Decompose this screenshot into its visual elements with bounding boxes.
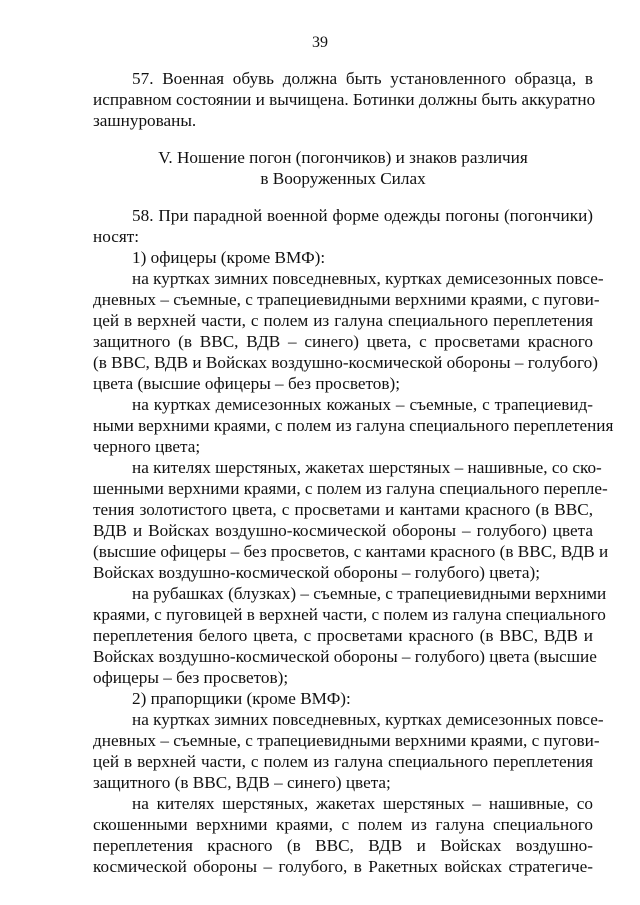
text-line: дневных – съемные, с трапециевидными верхними краями, с пугови- bbox=[93, 731, 600, 750]
text-line: на кителях шерстяных, жакетах шерстяных – нашивные, со ско- bbox=[132, 458, 602, 477]
text-line: ными верхними краями, с полем из галуна специального переплетения bbox=[93, 416, 614, 435]
text-line: 57. Военная обувь должна быть установленного образца, в bbox=[132, 69, 593, 88]
text-line: переплетения красного (в ВВС, ВДВ и Войсках воздушно- bbox=[93, 836, 593, 855]
text-line: скошенными верхними краями, с полем из галуна специального bbox=[93, 815, 593, 834]
page-number: 39 bbox=[312, 34, 328, 51]
text-line: на куртках демисезонных кожаных – съемные, с трапециевид- bbox=[132, 395, 593, 414]
text-line: на кителях шерстяных, жакетах шерстяных – нашивные, со bbox=[132, 794, 593, 813]
heading-line: V. Ношение погон (погончиков) и знаков различия bbox=[158, 148, 528, 167]
text-line: Войсках воздушно-космической обороны – голубого) цвета (высшие bbox=[93, 647, 597, 666]
text-line: на куртках зимних повседневных, куртках демисезонных повсе- bbox=[132, 710, 604, 729]
text-line: 2) прапорщики (кроме ВМФ): bbox=[132, 689, 351, 708]
text-line: на куртках зимних повседневных, куртках демисезонных повсе- bbox=[132, 269, 604, 288]
text-line: космической обороны – голубого, в Ракетных войсках стратегиче- bbox=[93, 857, 593, 876]
paragraph-58 bbox=[93, 205, 614, 877]
text-line: на рубашках (блузках) – съемные, с трапециевидными верхними bbox=[132, 584, 607, 603]
text-line: дневных – съемные, с трапециевидными верхними краями, с пугови- bbox=[93, 290, 600, 309]
text-line: исправном состоянии и вычищена. Ботинки должны быть аккуратно bbox=[93, 90, 596, 109]
text-line: офицеры – без просветов); bbox=[93, 668, 289, 687]
text-line: защитного (в ВВС, ВДВ – синего) цвета; bbox=[93, 773, 391, 792]
paragraph-57 bbox=[93, 68, 596, 131]
section-heading bbox=[93, 147, 593, 189]
text-line: краями, с пуговицей в верхней части, с полем из галуна специального bbox=[93, 605, 606, 624]
text-line: 1) офицеры (кроме ВМФ): bbox=[132, 248, 326, 267]
text-line: черного цвета; bbox=[93, 437, 201, 456]
text-line: тения золотистого цвета, с просветами и кантами красного (в ВВС, bbox=[93, 500, 593, 519]
text-line: цвета (высшие офицеры – без просветов); bbox=[93, 374, 400, 393]
heading-line: в Вооруженных Силах bbox=[260, 169, 426, 188]
text-line: 58. При парадной военной форме одежды погоны (погончики) bbox=[132, 206, 593, 225]
text-line: Войсках воздушно-космической обороны – голубого) цвета); bbox=[93, 563, 540, 582]
text-line: цей в верхней части, с полем из галуна специального переплетения bbox=[93, 311, 593, 330]
text-line: ВДВ и Войсках воздушно-космической обороны – голубого) цвета bbox=[93, 521, 593, 540]
text-line: (высшие офицеры – без просветов, с кантами красного (в ВВС, ВДВ и bbox=[93, 542, 609, 561]
text-line: зашнурованы. bbox=[93, 111, 197, 130]
text-line: цей в верхней части, с полем из галуна специального переплетения bbox=[93, 752, 593, 771]
text-line: (в ВВС, ВДВ и Войсках воздушно-космической обороны – голубого) bbox=[93, 353, 598, 372]
text-line: шенными верхними краями, с полем из галуна специального перепле- bbox=[93, 479, 608, 498]
text-line: защитного (в ВВС, ВДВ – синего) цвета, с просветами красного bbox=[93, 332, 593, 351]
text-line: носят: bbox=[93, 227, 140, 246]
text-line: переплетения белого цвета, с просветами красного (в ВВС, ВДВ и bbox=[93, 626, 593, 645]
